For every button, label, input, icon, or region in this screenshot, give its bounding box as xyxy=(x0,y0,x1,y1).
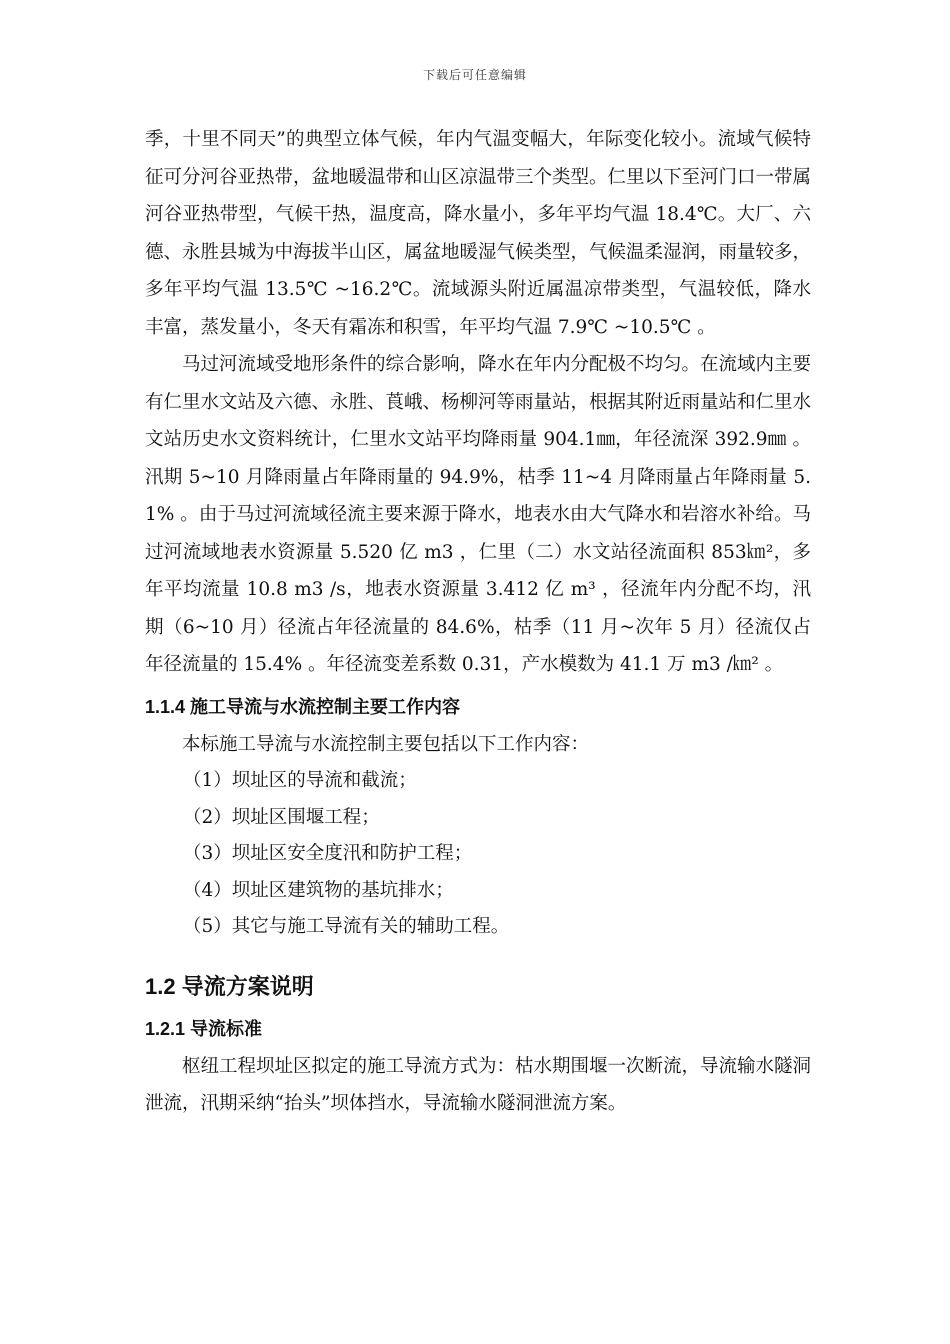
paragraph-precipitation: 马过河流域受地形条件的综合影响，降水在年内分配极不均匀。在流域内主要有仁里水文站及六德、永胜、莨峨、杨柳河等雨量站，根据其附近雨量站和仁里水文站历史水文资料统计，仁里水文站平均降雨量 904.1㎜，年径流深 392.9㎜ 。汛期 5~10 月降雨量占年降雨量的 94.9%，枯季 11~4 月降雨量占年降雨量 5.1% 。由于马过河流域径流主要来源于降水，地表水由大气降水和岩溶水补给。马过河流域地表水资源量 5.520 亿 m3 ，仁里（二）水文站径流面积 853㎞²，多年平均流量 10.8 m3 /s，地表水资源量 3.412 亿 m³ ，径流年内分配不均，汛期（6~10 月）径流占年径流量的 84.6%，枯季（11 月~次年 5 月）径流仅占年径流量的 15.4% 。年径流变差系数 0.31，产水模数为 41.1 万 m3 /㎞² 。 xyxy=(145,354,812,675)
heading-1-2-1: 1.2.1 导流标准 xyxy=(145,1018,263,1039)
list-item: （2）坝址区围堰工程； xyxy=(183,806,380,828)
heading-1-1-4: 1.1.4 施工导流与水流控制主要工作内容 xyxy=(145,696,461,717)
list-item: （5）其它与施工导流有关的辅助工程。 xyxy=(183,916,510,937)
document-body xyxy=(145,121,811,1123)
list-item: （3）坝址区安全度汛和防护工程； xyxy=(183,843,473,864)
paragraph-diversion-standard: 枢纽工程坝址区拟定的施工导流方式为：枯水期围堰一次断流，导流输水隧洞泄流，汛期采纳“抬头”坝体挡水，导流输水隧洞泄流方案。 xyxy=(145,1055,812,1114)
work-items-list xyxy=(145,763,811,946)
list-item: （4）坝址区建筑物的基坑排水； xyxy=(183,879,454,901)
list-item: （1）坝址区的导流和截流； xyxy=(183,770,417,791)
heading-1-2: 1.2 导流方案说明 xyxy=(145,973,314,999)
paragraph-climate: 季，十里不同天”的典型立体气候，年内气温变幅大，年际变化较小。流域气候特征可分河谷亚热带，盆地暖温带和山区凉温带三个类型。仁里以下至河门口一带属河谷亚热带型，气候干热，温度高，降水量小，多年平均气温 18.4℃。大厂、六德、永胜县城为中海拔半山区，属盆地暖湿气候类型，气候温柔湿润，雨量较多，多年平均气温 13.5℃ ~16.2℃。流域源头附近属温凉带类型，气温较低，降水丰富，蒸发量小，冬天有霜冻和积雪，年平均气温 7.9℃ ~10.5℃ 。 xyxy=(145,129,812,338)
paragraph-work-intro: 本标施工导流与水流控制主要包括以下工作内容： xyxy=(182,733,590,755)
header-note: 下载后可任意编辑 xyxy=(422,68,527,82)
